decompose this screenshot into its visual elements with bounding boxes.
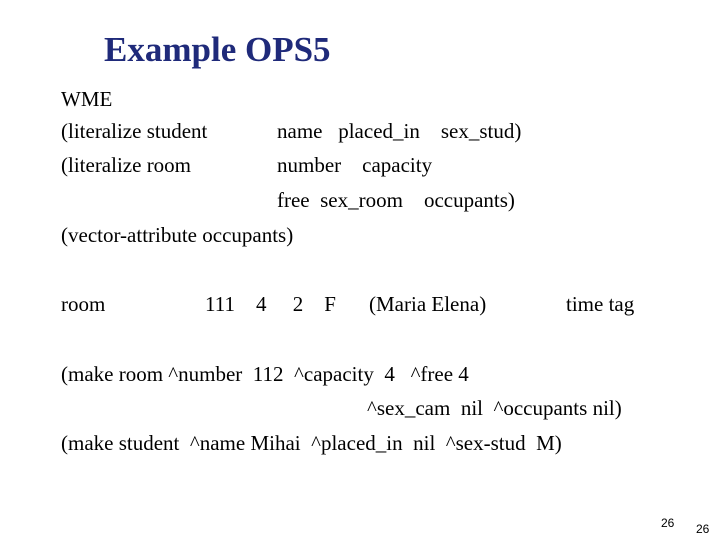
page-number-outer: 26 <box>696 522 710 536</box>
literalize-room-left: (literalize room <box>61 153 192 177</box>
literalize-student-right: name placed_in sex_stud) <box>277 119 522 143</box>
room-row-values: 111 4 2 F <box>205 292 336 316</box>
literalize-room-continuation: free sex_room occupants) <box>277 188 515 212</box>
make-room-line-1: (make room ^number 112 ^capacity 4 ^free 4 <box>61 362 469 386</box>
literalize-room-right: number capacity <box>277 153 433 177</box>
wme-label: WME <box>61 87 113 111</box>
make-room-line-2: ^sex_cam nil ^occupants nil) <box>367 396 622 420</box>
literalize-student-left: (literalize student <box>61 119 208 143</box>
page-number-inner: 26 <box>661 516 675 530</box>
slide-title: Example OPS5 <box>104 30 331 69</box>
room-row-time-tag: time tag <box>566 292 635 316</box>
vector-attribute-line: (vector-attribute occupants) <box>61 223 294 247</box>
room-row-occupants: (Maria Elena) <box>369 292 487 316</box>
room-row-name: room <box>61 292 106 316</box>
make-student-line: (make student ^name Mihai ^placed_in nil ^sex-stud M) <box>61 431 562 455</box>
